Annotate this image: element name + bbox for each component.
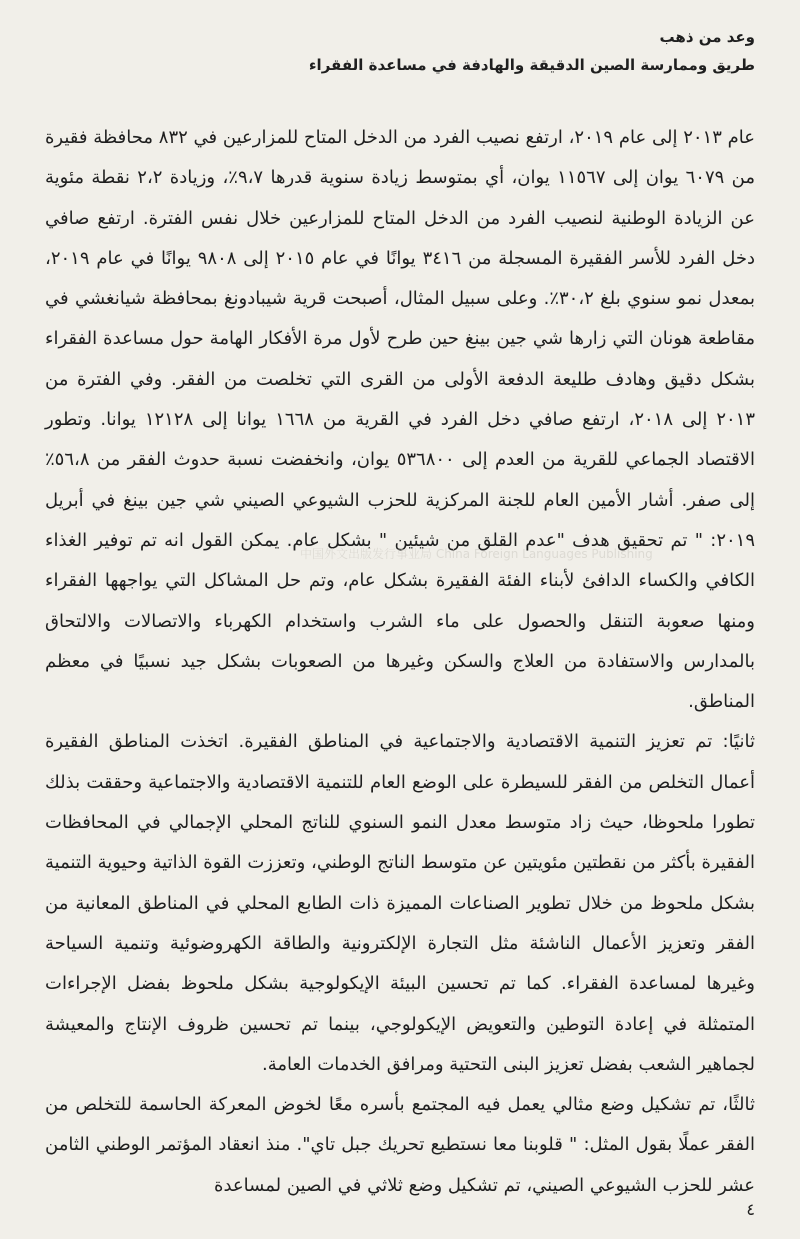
paragraph-3: ثالثًا، تم تشكيل وضع مثالي يعمل فيه المجتمع بأسره معًا لخوض المعركة الحاسمة للتخلص من الفقر عملًا بقول المثل: " قلوبنا معا نستطيع تحريك جبل تاي". منذ انعقاد المؤتمر الوطني الثامن عشر للحزب الشيوعي الصيني، تم تشكيل وضع ثلاثي في الصين لمساعدة [45,1094,755,1196]
book-title: وعد من ذهب [659,28,755,46]
chapter-title: طريق وممارسة الصين الدقيقة والهادفة في مساعدة الفقراء [308,56,755,74]
body-text [45,118,755,1206]
paragraph-2: ثانيًا: تم تعزيز التنمية الاقتصادية والاجتماعية في المناطق الفقيرة. اتخذت المناطق الفقيرة أعمال التخلص من الفقر للسيطرة على الوضع العام للتنمية الاقتصادية والاجتماعية وحققت بذلك تطورا ملحوظا، حيث زاد متوسط معدل النمو السنوي للناتج المحلي الإجمالي في المحافظات الفقيرة بأكثر من نقطتين مئويتين عن متوسط الناتج الوطني، وتعززت القوة الذاتية وحيوية التنمية بشكل ملحوظ من خلال تطوير الصناعات المميزة ذات الطابع المحلي في المناطق المعانية من الفقر وتعزيز الأعمال الناشئة مثل التجارة الإلكترونية والطاقة الكهروضوئية وتنمية السياحة وغيرها لمساعدة الفقراء. كما تم تحسين البيئة الإيكولوجية بشكل ملحوظ بفضل الإجراءات المتمثلة في إعادة التوطين والتعويض الإيكولوجي، بينما تم تحسين ظروف الإنتاج والمعيشة لجماهير الشعب بفضل تعزيز البنى التحتية ومرافق الخدمات العامة. [45,731,755,1075]
publisher-watermark: 中国外文出版发行事业局 China Foreign Languages Publishing [300,547,653,561]
paragraph-1: عام ٢٠١٣ إلى عام ٢٠١٩، ارتفع نصيب الفرد من الدخل المتاح للمزارعين في ٨٣٢ محافظة فقيرة من ٦٠٧٩ يوان إلى ١١٥٦٧ يوان، أي بمتوسط زيادة سنوية قدرها ٩،٧٪، وزيادة ٢،٢ نقطة مئوية عن الزيادة الوطنية لنصيب الفرد من الدخل المتاح للمزارعين خلال نفس الفترة. ارتفع صافي دخل الفرد للأسر الفقيرة المسجلة من ٣٤١٦ يوانًا في عام ٢٠١٥ إلى ٩٨٠٨ يوانًا في عام ٢٠١٩، بمعدل نمو سنوي بلغ ٣٠،٢٪. وعلى سبيل المثال، أصبحت قرية شيبادونغ بمحافظة شيانغشي في مقاطعة هونان التي زارها شي جين بينغ حين طرح لأول مرة الأفكار الهامة حول مساعدة الفقراء بشكل دقيق وهادف طليعة الدفعة الأولى من القرى التي تخلصت من الفقر. وفي الفترة من ٢٠١٣ إلى ٢٠١٨، ارتفع صافي دخل الفرد في القرية من ١٦٦٨ يوانا إلى ١٢١٢٨ يوانا. وتطور الاقتصاد الجماعي للقرية من العدم إلى ٥٣٦٨٠٠ يوان، وانخفضت نسبة حدوث الفقر من ٥٦،٨٪ إلى صفر. أشار الأمين العام للجنة المركزية للحزب الشيوعي الصيني شي جين بينغ في أبريل ٢٠١٩: " تم تحقيق هدف "عدم القلق من شيئين " بشكل عام. يمكن القول انه تم توفير الغذاء الكافي والكساء الدافئ لأبناء الفئة الفقيرة بشكل عام، وتم حل المشاكل التي يواجهها الفقراء ومنها صعوبة التنقل والحصول على ماء الشرب واستخدام الكهرباء والاتصالات والالتحاق بالمدارس والاستفادة من العلاج والسكن وغيرها من الصعوبات بشكل جيد نسبيًا في معظم المناطق. [45,127,756,713]
page-number: ٤ [746,1200,755,1219]
running-header [45,26,755,76]
